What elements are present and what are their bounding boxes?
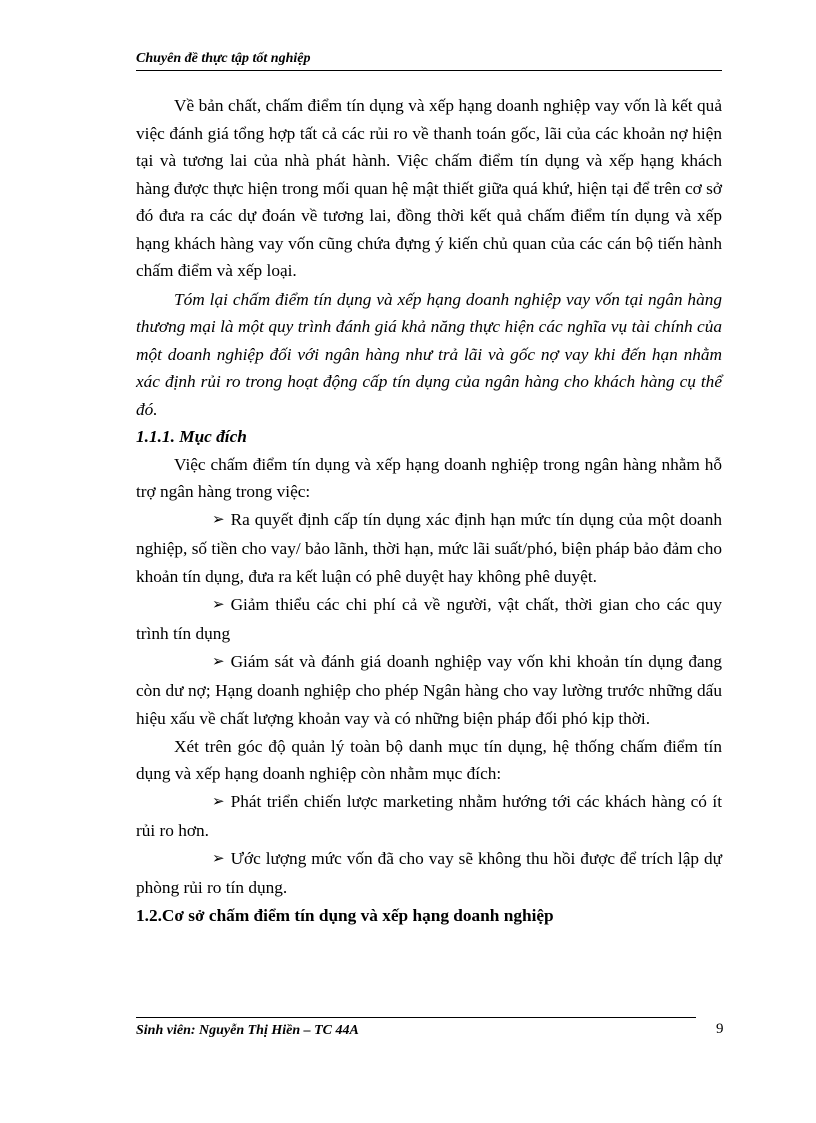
bullet-item-4	[136, 788, 722, 845]
paragraph-portfolio: Xét trên góc độ quản lý toàn bộ danh mục tín dụng, hệ thống chấm điểm tín dụng và xếp hạng doanh nghiệp còn nhằm mục đích:	[136, 736, 722, 783]
bullet-text-3: Giám sát và đánh giá doanh nghiệp vay vốn khi khoản tín dụng đang còn dư nợ; Hạng doanh nghiệp cho phép Ngân hàng cho vay lường trước những dấu hiệu xấu về chất lượng khoản vay và có những biện pháp đối phó kịp thời.	[136, 651, 722, 728]
paragraph-summary: Tóm lại chấm điểm tín dụng và xếp hạng doanh nghiệp vay vốn tại ngân hàng thương mại là một quy trình đánh giá khả năng thực hiện các nghĩa vụ tài chính của một doanh nghiệp đối với ngân hàng như trả lãi và gốc nợ vay khi đến hạn nhằm xác định rủi ro trong hoạt động cấp tín dụng của ngân hàng cho khách hàng cụ thể đó.	[136, 289, 722, 419]
bullet-text-1: Ra quyết định cấp tín dụng xác định hạn mức tín dụng của một doanh nghiệp, số tiền cho vay/ bảo lãnh, thời hạn, mức lãi suất/phó, biện pháp bảo đảm cho khoản tín dụng, đưa ra kết luận có phê duyệt hay không phê duyệt.	[136, 509, 722, 586]
bullet-text-2: Giảm thiểu các chi phí cả về người, vật chất, thời gian cho các quy trình tín dụng	[136, 594, 722, 643]
arrow-bullet-icon: ➢	[212, 653, 225, 670]
arrow-bullet-icon: ➢	[212, 511, 225, 528]
bullet-item-3	[136, 648, 722, 733]
footer-author: Sinh viên: Nguyễn Thị Hiền – TC 44A	[136, 1023, 359, 1038]
page-number: 9	[716, 1021, 724, 1037]
page-header	[136, 50, 722, 71]
bullet-text-5: Ước lượng mức vốn đã cho vay sẽ không thu hồi được để trích lập dự phòng rủi ro tín dụng.	[136, 848, 722, 897]
section-heading-1-1-1: 1.1.1. Mục đích	[136, 427, 247, 446]
bullet-item-1	[136, 506, 722, 591]
bullet-item-2	[136, 591, 722, 648]
footer-divider	[136, 1017, 696, 1018]
bullet-text-4: Phát triển chiến lược marketing nhằm hướng tới các khách hàng có ít rủi ro hơn.	[136, 791, 722, 840]
arrow-bullet-icon: ➢	[212, 596, 225, 613]
bullet-item-5	[136, 845, 722, 902]
header-title: Chuyên đề thực tập tốt nghiệp	[136, 51, 311, 66]
page-body	[136, 92, 722, 929]
paragraph-purpose-intro: Việc chấm điểm tín dụng và xếp hạng doanh nghiệp trong ngân hàng nhằm hỗ trợ ngân hàng trong việc:	[136, 454, 722, 501]
section-heading-1-2: 1.2.Cơ sở chấm điểm tín dụng và xếp hạng doanh nghiệp	[136, 905, 554, 925]
paragraph-nature: Về bản chất, chấm điểm tín dụng và xếp hạng doanh nghiệp vay vốn là kết quả việc đánh giá tổng hợp tất cả các rủi ro về thanh toán gốc, lãi của các khoản nợ hiện tại và tương lai của nhà phát hành. Việc chấm điểm tín dụng và xếp hạng khách hàng được thực hiện trong mối quan hệ mật thiết giữa quá khứ, hiện tại để trên cơ sở đó đưa ra các dự đoán về tương lai, đồng thời kết quả chấm điểm tín dụng và xếp hạng khách hàng vay vốn cũng chứa đựng ý kiến chủ quan của các cán bộ tiến hành chấm điểm và xếp loại.	[136, 96, 722, 280]
arrow-bullet-icon: ➢	[212, 793, 225, 810]
arrow-bullet-icon: ➢	[212, 850, 225, 867]
